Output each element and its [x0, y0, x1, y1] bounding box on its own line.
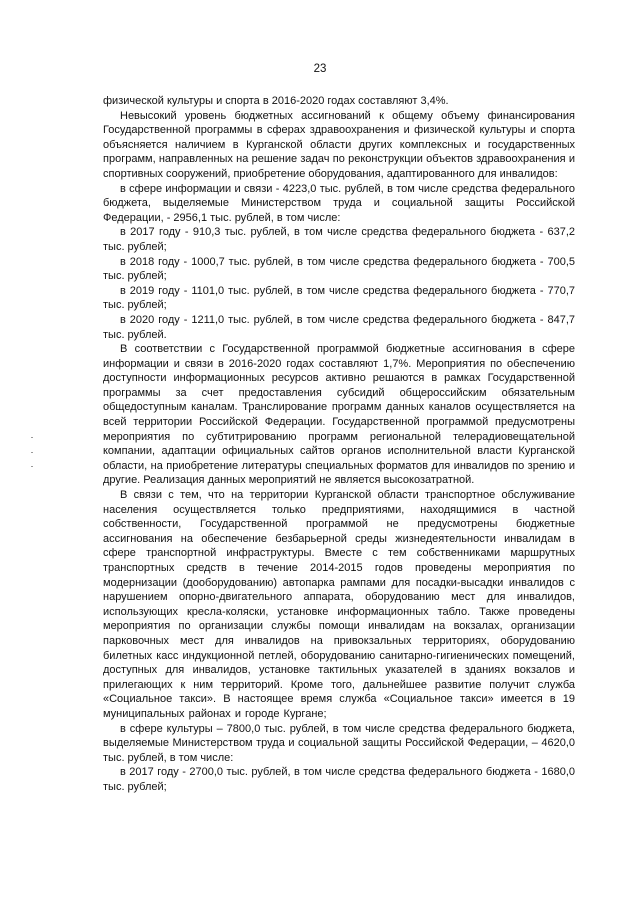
document-body [103, 94, 575, 795]
scan-artifact [31, 466, 33, 467]
paragraph-continuation: физической культуры и спорта в 2016-2020 годах составляют 3,4%. [103, 95, 449, 107]
paragraph-year-2018: в 2018 году - 1000,7 тыс. рублей, в том числе средства федерального бюджета - 700,5 тыс. рублей; [103, 255, 575, 283]
paragraph-culture-sphere: в сфере культуры – 7800,0 тыс. рублей, в том числе средства федерального бюджета, выделяемые Министерством труда и социальной защиты Российской Федерации, – 4620,0 тыс. рублей, в том числе: [103, 722, 575, 764]
paragraph-year-2019: в 2019 году - 1101,0 тыс. рублей, в том числе средства федерального бюджета - 770,7 тыс. рублей; [103, 284, 575, 312]
paragraph-culture-2017: в 2017 году - 2700,0 тыс. рублей, в том числе средства федерального бюджета - 1680,0 тыс. рублей; [103, 766, 575, 793]
page-number: 23 [313, 63, 327, 75]
paragraph-year-2017: в 2017 году - 910,3 тыс. рублей, в том числе средства федерального бюджета - 637,2 тыс. рублей; [103, 226, 575, 253]
scan-artifact [31, 452, 33, 453]
paragraph-transport: В связи с тем, что на территории Курганской области транспортное обслуживание населения осуществляется только предприятиями, находящимися в частной собственности, Государственной программой не предусмотрены бюджетные ассигнования на обеспечение безбарьерной среды жизнедеятельности инвалидам в сфере транспортной инфраструктуры. Вместе с тем собственниками маршрутных транспортных средств в течение 2014-2015 годов проведены мероприятия по модернизации (дооборудованию) автопарка рампами для посадки-высадки инвалидов с нарушением опорно-двигательного аппарата, оборудованию мест для инвалидов, использующих кресла-коляски, установке информационных табло. Также проведены мероприятия по организации службы помощи инвалидам на вокзалах, организации парковочных мест для инвалидов на привокзальных территориях, оборудованию билетных касс индукционной петлей, оборудованию санитарно-гигиенических помещений, доступных для инвалидов, установке тактильных указателей в зданиях вокзалов и прилегающих к ним территорий. Кроме того, дальнейшее развитие получит служба «Социальное такси». В настоящее время служба «Социальное такси» имеется в 19 муниципальных районах и городе Кургане; [103, 489, 575, 720]
paragraph-information-accessibility: В соответствии с Государственной программой бюджетные ассигнования в сфере информации и связи в 2016-2020 годах составляют 1,7%. Мероприятия по обеспечению доступности информационных ресурсов активно решаются в рамках Государственной программы за счет предоставления субсидий общероссийским обязательным общедоступным каналам. Транслирование программ данных каналов осуществляется на всей территории Российской Федерации. Государственной программой предусмотрены мероприятия по субтитрированию программ региональной телерадиовещательной компании, адаптации официальных сайтов органов исполнительной власти Курганской области, на приобретение литературы специальных форматов для инвалидов по зрению и другие. Реализация данных мероприятий не является высокозатратной. [103, 343, 575, 487]
paragraph-year-2020: в 2020 году - 1211,0 тыс. рублей, в том числе средства федерального бюджета - 847,7 тыс. рублей. [103, 313, 575, 341]
paragraph-information-sphere: в сфере информации и связи - 4223,0 тыс. рублей, в том числе средства федерального бюджета, выделяемые Министерством труда и социальной защиты Российской Федерации, - 2956,1 тыс. рублей, в том числе: [103, 182, 575, 224]
scan-artifact [31, 437, 33, 438]
paragraph-funding-level: Невысокий уровень бюджетных ассигнований к общему объему финансирования Государственной программы в сферах здравоохранения и физической культуры и спорта объясняется наличием в Курганской области других комплексных и государственных программ, направленных на решение задач по реконструкции объектов здравоохранения и спортивных сооружений, приобретение оборудования, адаптированного для инвалидов: [103, 109, 575, 180]
